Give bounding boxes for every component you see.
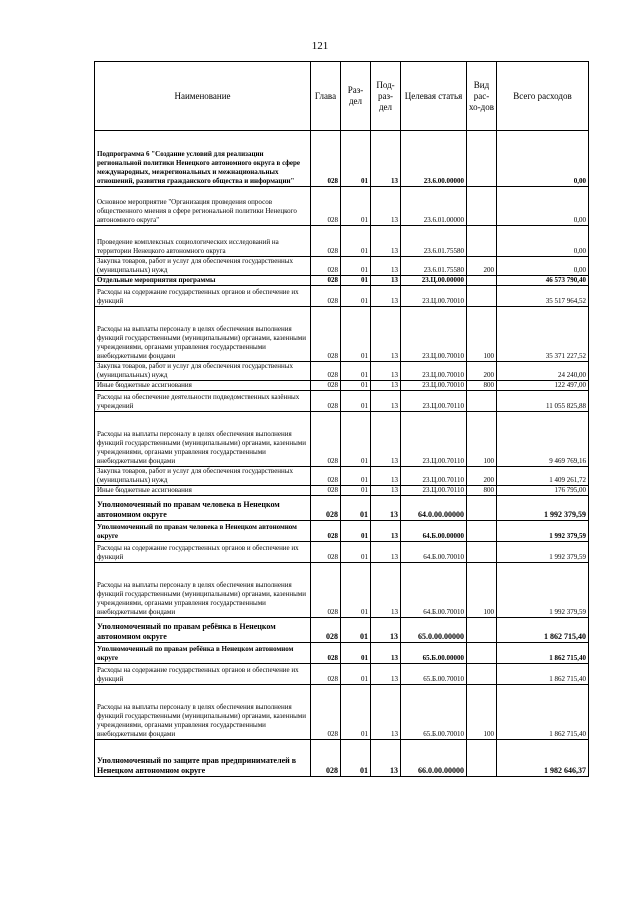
table-row <box>95 187 589 226</box>
cell-glava: 028 <box>311 286 341 307</box>
cell-razdel: 01 <box>341 391 371 412</box>
cell-total: 11 055 825,88 <box>497 391 589 412</box>
cell-name: Расходы на содержание государственных органов и обеспечение их функций <box>95 286 311 307</box>
cell-razdel: 01 <box>341 618 371 643</box>
cell-vid <box>467 226 497 257</box>
cell-razdel: 01 <box>341 187 371 226</box>
cell-vid: 200 <box>467 362 497 381</box>
cell-total: 0,00 <box>497 257 589 276</box>
cell-target: 65.Б.00.00000 <box>401 643 467 664</box>
cell-name: Уполномоченный по правам ребёнка в Ненецком автономном округе <box>95 618 311 643</box>
cell-vid <box>467 521 497 542</box>
header-vid: Вид рас-хо-дов <box>467 62 497 131</box>
table-row <box>95 226 589 257</box>
cell-target: 23.6.00.00000 <box>401 131 467 187</box>
cell-vid <box>467 618 497 643</box>
cell-total: 35 517 964,52 <box>497 286 589 307</box>
cell-glava: 028 <box>311 391 341 412</box>
cell-name: Подпрограмма 6 "Создание условий для реализации региональной политики Ненецкого автономного округа в сфере международных, межрегиональных и межнациональных отношений, развития гражданского общества и информации" <box>95 131 311 187</box>
cell-podrazdel: 13 <box>371 391 401 412</box>
cell-name: Иные бюджетные ассигнования <box>95 486 311 496</box>
table-row <box>95 664 589 685</box>
table-row <box>95 257 589 276</box>
cell-vid: 800 <box>467 381 497 391</box>
cell-total: 1 862 715,40 <box>497 643 589 664</box>
cell-glava: 028 <box>311 740 341 777</box>
table-row <box>95 362 589 381</box>
cell-vid: 800 <box>467 486 497 496</box>
cell-podrazdel: 13 <box>371 664 401 685</box>
table-row <box>95 685 589 740</box>
cell-razdel: 01 <box>341 496 371 521</box>
cell-total: 1 992 379,59 <box>497 563 589 618</box>
cell-total: 0,00 <box>497 187 589 226</box>
cell-razdel: 01 <box>341 685 371 740</box>
cell-target: 23.Ц.00.70010 <box>401 381 467 391</box>
cell-total: 1 862 715,40 <box>497 685 589 740</box>
table-row <box>95 467 589 486</box>
table-row <box>95 381 589 391</box>
cell-razdel: 01 <box>341 131 371 187</box>
cell-vid <box>467 391 497 412</box>
cell-podrazdel: 13 <box>371 187 401 226</box>
cell-name: Уполномоченный по правам человека в Ненецком автономном округе <box>95 496 311 521</box>
table-row <box>95 740 589 777</box>
cell-glava: 028 <box>311 664 341 685</box>
cell-podrazdel: 13 <box>371 467 401 486</box>
cell-total: 176 795,00 <box>497 486 589 496</box>
cell-total: 0,00 <box>497 226 589 257</box>
cell-glava: 028 <box>311 563 341 618</box>
cell-razdel: 01 <box>341 542 371 563</box>
table-row <box>95 131 589 187</box>
cell-glava: 028 <box>311 496 341 521</box>
cell-vid <box>467 131 497 187</box>
cell-target: 23.Ц.00.70110 <box>401 467 467 486</box>
cell-glava: 028 <box>311 362 341 381</box>
cell-name: Расходы на выплаты персоналу в целях обеспечения выполнения функций государственными (муниципальными) органами, казенными учреждениями, органами управления государственными внебюджетными фондами <box>95 307 311 362</box>
cell-name: Основное мероприятие "Организация проведения опросов общественного мнения в сфере региональной политики Ненецкого автономного округа" <box>95 187 311 226</box>
cell-glava: 028 <box>311 643 341 664</box>
cell-razdel: 01 <box>341 226 371 257</box>
cell-podrazdel: 13 <box>371 563 401 618</box>
cell-razdel: 01 <box>341 467 371 486</box>
cell-razdel: 01 <box>341 257 371 276</box>
cell-target: 65.Б.00.70010 <box>401 664 467 685</box>
cell-podrazdel: 13 <box>371 542 401 563</box>
cell-podrazdel: 13 <box>371 521 401 542</box>
cell-glava: 028 <box>311 467 341 486</box>
cell-vid <box>467 664 497 685</box>
cell-glava: 028 <box>311 226 341 257</box>
cell-total: 35 371 227,52 <box>497 307 589 362</box>
cell-glava: 028 <box>311 685 341 740</box>
cell-vid <box>467 286 497 307</box>
table-row <box>95 307 589 362</box>
cell-target: 23.Ц.00.70110 <box>401 412 467 467</box>
cell-podrazdel: 13 <box>371 685 401 740</box>
cell-podrazdel: 13 <box>371 496 401 521</box>
cell-name: Расходы на обеспечение деятельности подведомственных казённых учреждений <box>95 391 311 412</box>
table-row <box>95 391 589 412</box>
cell-target: 23.Ц.00.70010 <box>401 286 467 307</box>
cell-podrazdel: 13 <box>371 131 401 187</box>
cell-podrazdel: 13 <box>371 257 401 276</box>
cell-total: 1 992 379,59 <box>497 542 589 563</box>
cell-name: Уполномоченный по правам человека в Ненецком автономном округе <box>95 521 311 542</box>
cell-name: Уполномоченный по правам ребёнка в Ненецком автономном округе <box>95 643 311 664</box>
table-header-row <box>95 62 589 131</box>
cell-target: 65.Б.00.70010 <box>401 685 467 740</box>
cell-name: Расходы на выплаты персоналу в целях обеспечения выполнения функций государственными (муниципальными) органами, казенными учреждениями, органами управления государственными внебюджетными фондами <box>95 412 311 467</box>
header-total: Всего расходов <box>497 62 589 131</box>
cell-podrazdel: 13 <box>371 286 401 307</box>
cell-vid: 100 <box>467 563 497 618</box>
table-row <box>95 542 589 563</box>
cell-podrazdel: 13 <box>371 381 401 391</box>
cell-razdel: 01 <box>341 286 371 307</box>
cell-vid <box>467 187 497 226</box>
cell-glava: 028 <box>311 187 341 226</box>
cell-target: 23.Ц.00.70110 <box>401 391 467 412</box>
cell-glava: 028 <box>311 412 341 467</box>
cell-name: Закупка товаров, работ и услуг для обеспечения государственных (муниципальных) нужд <box>95 257 311 276</box>
cell-vid <box>467 740 497 777</box>
cell-vid <box>467 276 497 286</box>
cell-podrazdel: 13 <box>371 618 401 643</box>
cell-glava: 028 <box>311 618 341 643</box>
table-row <box>95 412 589 467</box>
header-razdel: Раз-дел <box>341 62 371 131</box>
cell-target: 23.Ц.00.70010 <box>401 307 467 362</box>
cell-vid: 200 <box>467 467 497 486</box>
cell-name: Расходы на выплаты персоналу в целях обеспечения выполнения функций государственными (муниципальными) органами, казенными учреждениями, органами управления государственными внебюджетными фондами <box>95 685 311 740</box>
cell-razdel: 01 <box>341 664 371 685</box>
cell-glava: 028 <box>311 542 341 563</box>
cell-name: Проведение комплексных социологических исследований на территории Ненецкого автономного округа <box>95 226 311 257</box>
cell-total: 1 862 715,40 <box>497 618 589 643</box>
cell-total: 122 497,00 <box>497 381 589 391</box>
table-row <box>95 563 589 618</box>
cell-vid: 100 <box>467 412 497 467</box>
page-number: 121 <box>311 40 329 52</box>
cell-target: 64.Б.00.70010 <box>401 542 467 563</box>
cell-target: 64.Б.00.00000 <box>401 521 467 542</box>
cell-name: Закупка товаров, работ и услуг для обеспечения государственных (муниципальных) нужд <box>95 467 311 486</box>
cell-name: Иные бюджетные ассигнования <box>95 381 311 391</box>
cell-target: 23.Ц.00.00000 <box>401 276 467 286</box>
table-row <box>95 286 589 307</box>
table-row <box>95 618 589 643</box>
cell-razdel: 01 <box>341 563 371 618</box>
cell-vid: 100 <box>467 307 497 362</box>
cell-glava: 028 <box>311 131 341 187</box>
cell-name: Расходы на содержание государственных органов и обеспечение их функций <box>95 542 311 563</box>
cell-razdel: 01 <box>341 643 371 664</box>
cell-name: Расходы на содержание государственных органов и обеспечение их функций <box>95 664 311 685</box>
cell-podrazdel: 13 <box>371 276 401 286</box>
cell-name: Отдельные мероприятия программы <box>95 276 311 286</box>
table-row <box>95 643 589 664</box>
cell-total: 46 573 790,40 <box>497 276 589 286</box>
header-glava: Глава <box>311 62 341 131</box>
cell-razdel: 01 <box>341 276 371 286</box>
cell-podrazdel: 13 <box>371 412 401 467</box>
cell-total: 1 982 646,37 <box>497 740 589 777</box>
header-name: Наименование <box>95 62 311 131</box>
cell-target: 23.6.01.75580 <box>401 226 467 257</box>
table-row <box>95 521 589 542</box>
cell-target: 23.Ц.00.70110 <box>401 486 467 496</box>
cell-name: Закупка товаров, работ и услуг для обеспечения государственных (муниципальных) нужд <box>95 362 311 381</box>
cell-vid <box>467 496 497 521</box>
cell-glava: 028 <box>311 307 341 362</box>
cell-target: 23.Ц.00.70010 <box>401 362 467 381</box>
cell-vid <box>467 542 497 563</box>
cell-razdel: 01 <box>341 307 371 362</box>
cell-podrazdel: 13 <box>371 740 401 777</box>
cell-razdel: 01 <box>341 362 371 381</box>
cell-podrazdel: 13 <box>371 362 401 381</box>
cell-target: 66.0.00.00000 <box>401 740 467 777</box>
cell-target: 23.6.01.00000 <box>401 187 467 226</box>
cell-target: 23.6.01.75580 <box>401 257 467 276</box>
cell-total: 1 992 379,59 <box>497 496 589 521</box>
cell-razdel: 01 <box>341 740 371 777</box>
cell-glava: 028 <box>311 521 341 542</box>
cell-total: 24 240,00 <box>497 362 589 381</box>
cell-glava: 028 <box>311 381 341 391</box>
cell-razdel: 01 <box>341 486 371 496</box>
cell-glava: 028 <box>311 257 341 276</box>
cell-target: 65.0.00.00000 <box>401 618 467 643</box>
cell-razdel: 01 <box>341 412 371 467</box>
cell-vid: 100 <box>467 685 497 740</box>
cell-podrazdel: 13 <box>371 307 401 362</box>
table-row <box>95 276 589 286</box>
cell-total: 1 409 261,72 <box>497 467 589 486</box>
cell-podrazdel: 13 <box>371 226 401 257</box>
cell-name: Уполномоченный по защите прав предпринимателей в Ненецком автономном округе <box>95 740 311 777</box>
table-row <box>95 496 589 521</box>
header-target: Целевая статья <box>401 62 467 131</box>
cell-target: 64.0.00.00000 <box>401 496 467 521</box>
cell-razdel: 01 <box>341 381 371 391</box>
table-row <box>95 486 589 496</box>
cell-total: 1 862 715,40 <box>497 664 589 685</box>
cell-glava: 028 <box>311 486 341 496</box>
cell-total: 1 992 379,59 <box>497 521 589 542</box>
cell-podrazdel: 13 <box>371 486 401 496</box>
cell-razdel: 01 <box>341 521 371 542</box>
cell-vid: 200 <box>467 257 497 276</box>
cell-vid <box>467 643 497 664</box>
cell-total: 0,00 <box>497 131 589 187</box>
cell-glava: 028 <box>311 276 341 286</box>
budget-table <box>94 61 589 777</box>
cell-target: 64.Б.00.70010 <box>401 563 467 618</box>
cell-name: Расходы на выплаты персоналу в целях обеспечения выполнения функций государственными (муниципальными) органами, казенными учреждениями, органами управления государственными внебюджетными фондами <box>95 563 311 618</box>
cell-total: 9 469 769,16 <box>497 412 589 467</box>
cell-podrazdel: 13 <box>371 643 401 664</box>
header-podrazdel: Под-раз-дел <box>371 62 401 131</box>
